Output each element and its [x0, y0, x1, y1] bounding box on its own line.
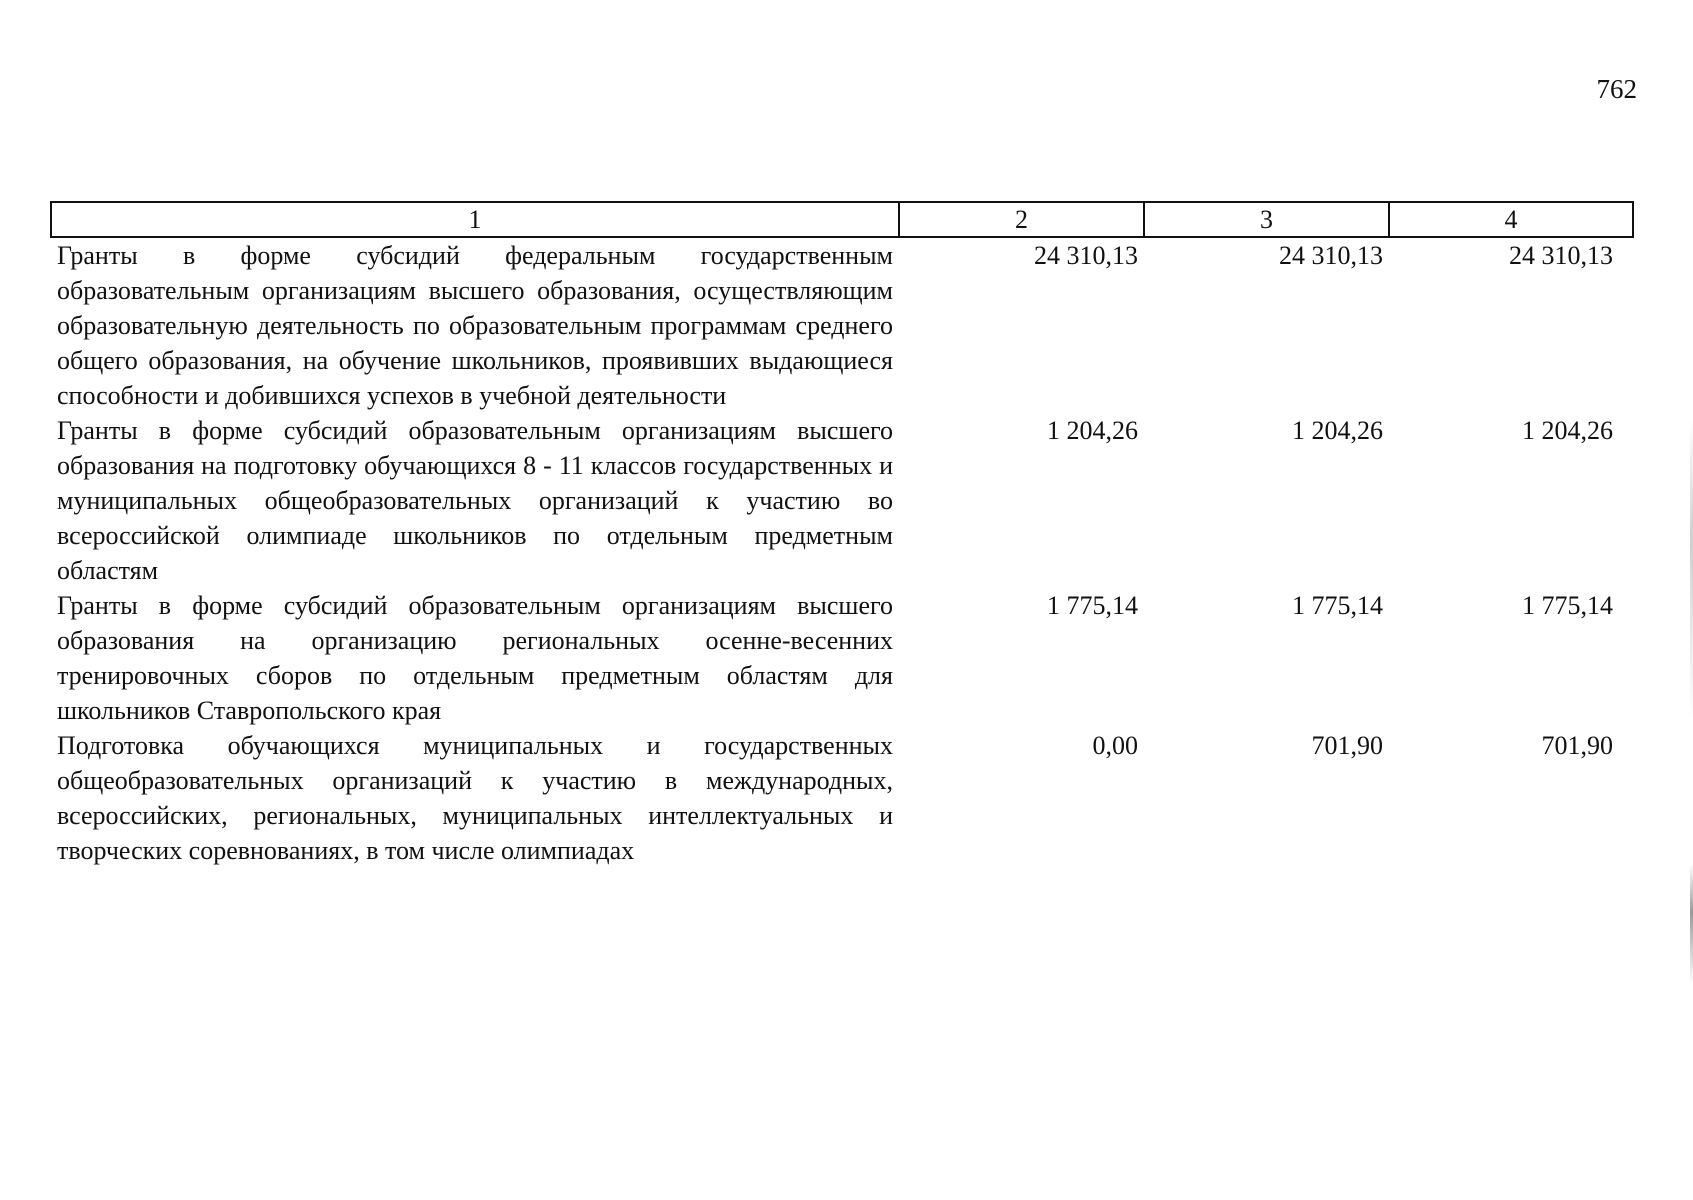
row-value-col3: 1 775,14: [1292, 591, 1383, 620]
row-value-col2: 24 310,13: [1034, 241, 1138, 270]
row-value-col4: 24 310,13: [1509, 241, 1613, 270]
row-value-col2: 1 775,14: [1047, 591, 1138, 620]
row-description: Гранты в форме субсидий образовательным организациям высшего образования на организацию региональных осенне-весенних тренировочных сборов по отдельным предметным областям для школьников Ставропольского края: [57, 591, 893, 725]
row-value-col2: 1 204,26: [1047, 416, 1138, 445]
row-value-col4: 1 775,14: [1522, 591, 1613, 620]
table-body: [51, 237, 1633, 868]
row-value-col4: 701,90: [1541, 731, 1613, 760]
page-number: 762: [1596, 74, 1637, 104]
budget-table: [50, 201, 1634, 868]
row-description: Подготовка обучающихся муниципальных и государственных общеобразовательных организаций к участию в международных, всероссийских, региональных, муниципальных интеллектуальных и творческих соревнованиях, в том числе олимпиадах: [57, 731, 893, 865]
row-value-col3: 1 204,26: [1292, 416, 1383, 445]
row-value-col4: 1 204,26: [1522, 416, 1613, 445]
column-header-2: 2: [899, 202, 1144, 237]
table-row: [51, 237, 1633, 413]
row-value-col2: 0,00: [1092, 731, 1138, 760]
column-header-1: 1: [51, 202, 899, 237]
row-description: Гранты в форме субсидий образовательным организациям высшего образования на подготовку обучающихся 8 - 11 классов государственных и муниципальных общеобразовательных организаций к участию во всероссийской олимпиаде школьников по отдельным предметным областям: [57, 416, 893, 585]
row-value-col3: 24 310,13: [1279, 241, 1383, 270]
column-header-3: 3: [1144, 202, 1389, 237]
table-row: [51, 588, 1633, 728]
table-header: [51, 202, 1633, 237]
budget-table-container: [50, 201, 1632, 868]
table-header-row: [51, 202, 1633, 237]
row-description: Гранты в форме субсидий федеральным государственным образовательным организациям высшего образования, осуществляющим образовательную деятельность по образовательным программам среднего общего образования, на обучение школьников, проявивших выдающиеся способности и добившихся успехов в учебной деятельности: [57, 241, 893, 410]
column-header-4: 4: [1389, 202, 1633, 237]
table-row: [51, 413, 1633, 588]
row-value-col3: 701,90: [1311, 731, 1383, 760]
table-row: [51, 728, 1633, 868]
